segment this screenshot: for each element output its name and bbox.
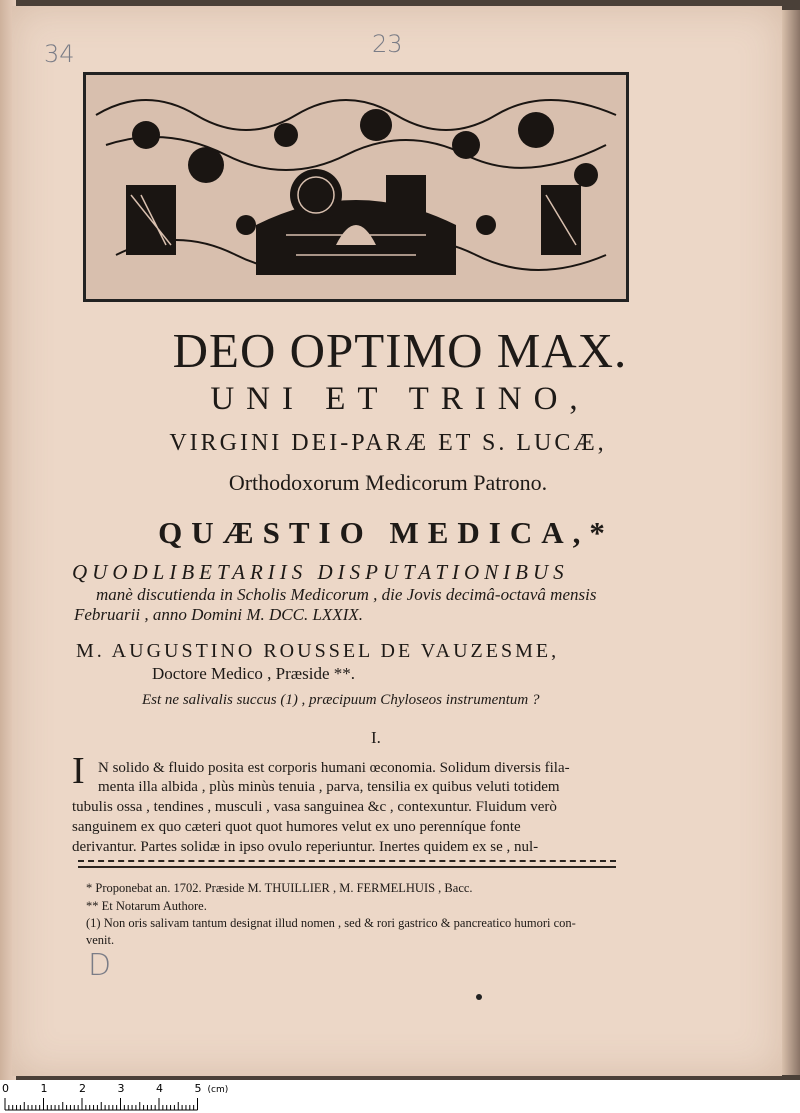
footnote-1: * Proponebat an. 1702. Præside M. THUILLIER , M. FERMELHUIS , Bacc. xyxy=(86,881,473,895)
ruler-label: 0 xyxy=(2,1082,9,1095)
dedication-patron: Orthodoxorum Medicorum Patrono. xyxy=(228,470,548,495)
ruler-label: 5 xyxy=(194,1082,202,1095)
body-line: N solido & fluido posita est corporis humani œconomia. Solidum diversis fila- xyxy=(98,760,570,776)
praeses-name: M. AUGUSTINO ROUSSEL DE VAUZESME, xyxy=(76,640,560,662)
ruler-ticks xyxy=(0,1080,800,1113)
dedication-virgin: VIRGINI DEI-PARÆ ET S. LUCÆ, xyxy=(169,430,607,456)
scale-ruler xyxy=(0,1080,800,1113)
section-number: I. xyxy=(371,728,381,747)
quaestio-heading: QUÆSTIO MEDICA,* xyxy=(158,515,614,550)
body-line: sanguinem ex quo cæteri quot quot humores velut ex uno perenníque fonte xyxy=(72,819,521,835)
ruler-label: 2 xyxy=(79,1082,86,1095)
ruler-unit: (cm) xyxy=(207,1085,229,1095)
footnote-2: ** Et Notarum Authore. xyxy=(86,899,207,913)
pencil-folio-number: 23 xyxy=(372,30,403,58)
pencil-letter-mark: D xyxy=(88,948,112,983)
thesis-question: Est ne salivalis succus (1) , præcipuum Chyloseos instrumentum ? xyxy=(142,692,540,708)
footnote-3-continued: venit. xyxy=(86,933,115,947)
ruler-label: 4 xyxy=(156,1082,163,1095)
footnote-3: (1) Non oris salivam tantum designat illud nomen , sed & rori gastrico & pancreatico humori con- xyxy=(86,916,576,930)
disputation-year-line: Februarii , anno Domini M. DCC. LXXIX. xyxy=(74,605,363,624)
praeses-title: Doctore Medico , Præside **. xyxy=(152,664,356,683)
engraved-headpiece-ornament xyxy=(83,72,629,302)
disputation-title: QUODLIBETARIIS DISPUTATIONIBUS xyxy=(72,560,569,584)
body-line: derivantur. Partes solidæ in ipso ovulo reperiuntur. Inertes quidem ex se , nul- xyxy=(72,839,539,855)
ruler-label: 3 xyxy=(117,1082,125,1095)
ruler-label: 1 xyxy=(40,1082,48,1095)
dedication-title: DEO OPTIMO MAX. xyxy=(172,323,628,378)
footnote-rule xyxy=(78,866,616,868)
drop-capital: I xyxy=(72,750,85,792)
dedication-trinity: UNI ET TRINO, xyxy=(210,381,590,417)
disputation-date-line: manè discutienda in Scholis Medicorum , die Jovis decimâ-octavâ mensis xyxy=(96,585,597,604)
body-line: menta illa albida , plùs minùs tenuia , parva, tensilia ex quibus veluti totidem xyxy=(98,779,560,795)
ink-spot xyxy=(476,994,482,1000)
pencil-shelf-number: 34 xyxy=(44,40,75,68)
body-line: tubulis ossa , tendines , musculi , vasa sanguinea &c , contexuntur. Fluidum verò xyxy=(72,799,557,815)
footnote-rule xyxy=(78,860,616,862)
